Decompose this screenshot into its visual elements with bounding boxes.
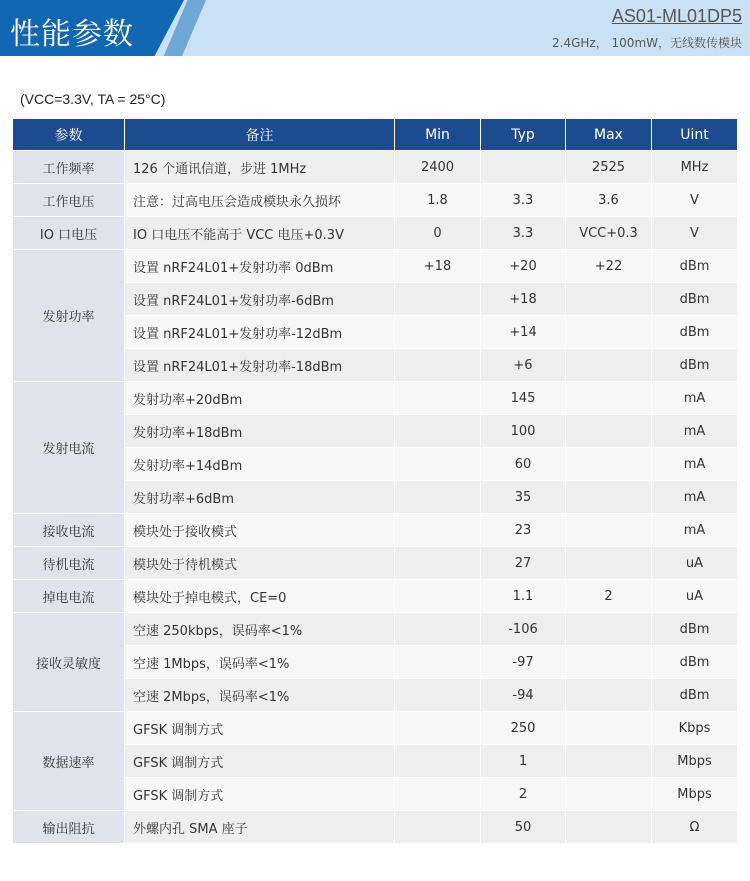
typ-cell: +18: [481, 283, 566, 316]
typ-cell: 100: [481, 415, 566, 448]
min-cell: [395, 778, 481, 811]
note-cell: 126 个通讯信道，步进 1MHz: [125, 151, 395, 184]
min-cell: [395, 349, 481, 382]
max-cell: [566, 778, 652, 811]
typ-cell: 50: [481, 811, 566, 844]
note-cell: 空速 2Mbps，误码率<1%: [125, 679, 395, 712]
column-header: 参数: [13, 119, 125, 151]
typ-cell: 1: [481, 745, 566, 778]
min-cell: [395, 415, 481, 448]
typ-cell: 27: [481, 547, 566, 580]
table-row: [13, 514, 738, 547]
max-cell: [566, 415, 652, 448]
unit-cell: dBm: [652, 283, 738, 316]
unit-cell: mA: [652, 448, 738, 481]
unit-cell: dBm: [652, 316, 738, 349]
param-name-cell: 接收电流: [13, 514, 125, 547]
min-cell: [395, 712, 481, 745]
table-row: [13, 811, 738, 844]
unit-cell: V: [652, 217, 738, 250]
typ-cell: -97: [481, 646, 566, 679]
column-header: 备注: [125, 119, 395, 151]
typ-cell: 60: [481, 448, 566, 481]
min-cell: [395, 283, 481, 316]
unit-cell: Mbps: [652, 745, 738, 778]
param-name-cell: 工作电压: [13, 184, 125, 217]
table-row: [13, 151, 738, 184]
unit-cell: mA: [652, 481, 738, 514]
typ-cell: 3.3: [481, 184, 566, 217]
unit-cell: uA: [652, 580, 738, 613]
min-cell: [395, 316, 481, 349]
unit-cell: mA: [652, 514, 738, 547]
table-row: [13, 217, 738, 250]
min-cell: [395, 580, 481, 613]
column-header: Max: [566, 119, 652, 151]
note-cell: 发射功率+14dBm: [125, 448, 395, 481]
max-cell: [566, 382, 652, 415]
table-row: [13, 184, 738, 217]
param-name-cell: 待机电流: [13, 547, 125, 580]
max-cell: [566, 349, 652, 382]
unit-cell: dBm: [652, 250, 738, 283]
table-row: [13, 382, 738, 415]
max-cell: 3.6: [566, 184, 652, 217]
typ-cell: -94: [481, 679, 566, 712]
max-cell: [566, 448, 652, 481]
unit-cell: Kbps: [652, 712, 738, 745]
max-cell: [566, 745, 652, 778]
min-cell: [395, 481, 481, 514]
min-cell: [395, 448, 481, 481]
max-cell: [566, 811, 652, 844]
model-number: AS01-ML01DP5: [611, 6, 742, 26]
table-row: [13, 250, 738, 283]
max-cell: [566, 514, 652, 547]
max-cell: [566, 679, 652, 712]
param-name-cell: 掉电电流: [13, 580, 125, 613]
table-row: [13, 613, 738, 646]
typ-cell: [481, 151, 566, 184]
typ-cell: 250: [481, 712, 566, 745]
unit-cell: dBm: [652, 679, 738, 712]
param-name-cell: IO 口电压: [13, 217, 125, 250]
min-cell: [395, 613, 481, 646]
note-cell: 发射功率+20dBm: [125, 382, 395, 415]
column-header: Typ: [481, 119, 566, 151]
column-header: Min: [395, 119, 481, 151]
product-subtitle: 2.4GHz， 100mW，无线数传模块: [552, 36, 742, 50]
unit-cell: mA: [652, 382, 738, 415]
note-cell: 模块处于接收模式: [125, 514, 395, 547]
note-cell: 设置 nRF24L01+发射功率-12dBm: [125, 316, 395, 349]
table-row: [13, 580, 738, 613]
note-cell: 发射功率+6dBm: [125, 481, 395, 514]
max-cell: VCC+0.3: [566, 217, 652, 250]
min-cell: [395, 745, 481, 778]
min-cell: [395, 547, 481, 580]
table-header-row: [13, 119, 738, 151]
max-cell: [566, 316, 652, 349]
param-name-cell: 发射电流: [13, 382, 125, 514]
table-row: [13, 712, 738, 745]
typ-cell: -106: [481, 613, 566, 646]
spec-table: [12, 118, 738, 844]
max-cell: [566, 481, 652, 514]
note-cell: 空速 1Mbps，误码率<1%: [125, 646, 395, 679]
unit-cell: MHz: [652, 151, 738, 184]
note-cell: 设置 nRF24L01+发射功率-6dBm: [125, 283, 395, 316]
test-conditions: (VCC=3.3V, TA = 25°C): [20, 91, 166, 107]
typ-cell: +20: [481, 250, 566, 283]
min-cell: 1.8: [395, 184, 481, 217]
unit-cell: mA: [652, 415, 738, 448]
note-cell: 设置 nRF24L01+发射功率-18dBm: [125, 349, 395, 382]
note-cell: 发射功率+18dBm: [125, 415, 395, 448]
param-name-cell: 发射功率: [13, 250, 125, 382]
column-header: Uint: [652, 119, 738, 151]
max-cell: 2525: [566, 151, 652, 184]
page-header: [0, 0, 750, 56]
note-cell: GFSK 调制方式: [125, 778, 395, 811]
min-cell: [395, 514, 481, 547]
max-cell: [566, 712, 652, 745]
unit-cell: dBm: [652, 613, 738, 646]
min-cell: 2400: [395, 151, 481, 184]
unit-cell: dBm: [652, 349, 738, 382]
max-cell: 2: [566, 580, 652, 613]
typ-cell: +14: [481, 316, 566, 349]
typ-cell: 23: [481, 514, 566, 547]
param-name-cell: 接收灵敏度: [13, 613, 125, 712]
typ-cell: +6: [481, 349, 566, 382]
note-cell: GFSK 调制方式: [125, 745, 395, 778]
typ-cell: 145: [481, 382, 566, 415]
typ-cell: 2: [481, 778, 566, 811]
note-cell: 设置 nRF24L01+发射功率 0dBm: [125, 250, 395, 283]
max-cell: [566, 547, 652, 580]
typ-cell: 35: [481, 481, 566, 514]
typ-cell: 1.1: [481, 580, 566, 613]
min-cell: [395, 646, 481, 679]
param-name-cell: 输出阻抗: [13, 811, 125, 844]
min-cell: [395, 382, 481, 415]
max-cell: [566, 646, 652, 679]
max-cell: +22: [566, 250, 652, 283]
unit-cell: Ω: [652, 811, 738, 844]
max-cell: [566, 283, 652, 316]
typ-cell: 3.3: [481, 217, 566, 250]
unit-cell: dBm: [652, 646, 738, 679]
note-cell: 模块处于掉电模式，CE=0: [125, 580, 395, 613]
note-cell: 外螺内孔 SMA 座子: [125, 811, 395, 844]
note-cell: 模块处于待机模式: [125, 547, 395, 580]
max-cell: [566, 613, 652, 646]
param-name-cell: 数据速率: [13, 712, 125, 811]
unit-cell: uA: [652, 547, 738, 580]
min-cell: 0: [395, 217, 481, 250]
note-cell: GFSK 调制方式: [125, 712, 395, 745]
min-cell: [395, 679, 481, 712]
min-cell: [395, 811, 481, 844]
param-name-cell: 工作频率: [13, 151, 125, 184]
min-cell: +18: [395, 250, 481, 283]
page-title: 性能参数: [10, 17, 134, 52]
note-cell: IO 口电压不能高于 VCC 电压+0.3V: [125, 217, 395, 250]
unit-cell: V: [652, 184, 738, 217]
note-cell: 空速 250kbps，误码率<1%: [125, 613, 395, 646]
unit-cell: Mbps: [652, 778, 738, 811]
table-row: [13, 547, 738, 580]
note-cell: 注意：过高电压会造成模块永久损坏: [125, 184, 395, 217]
